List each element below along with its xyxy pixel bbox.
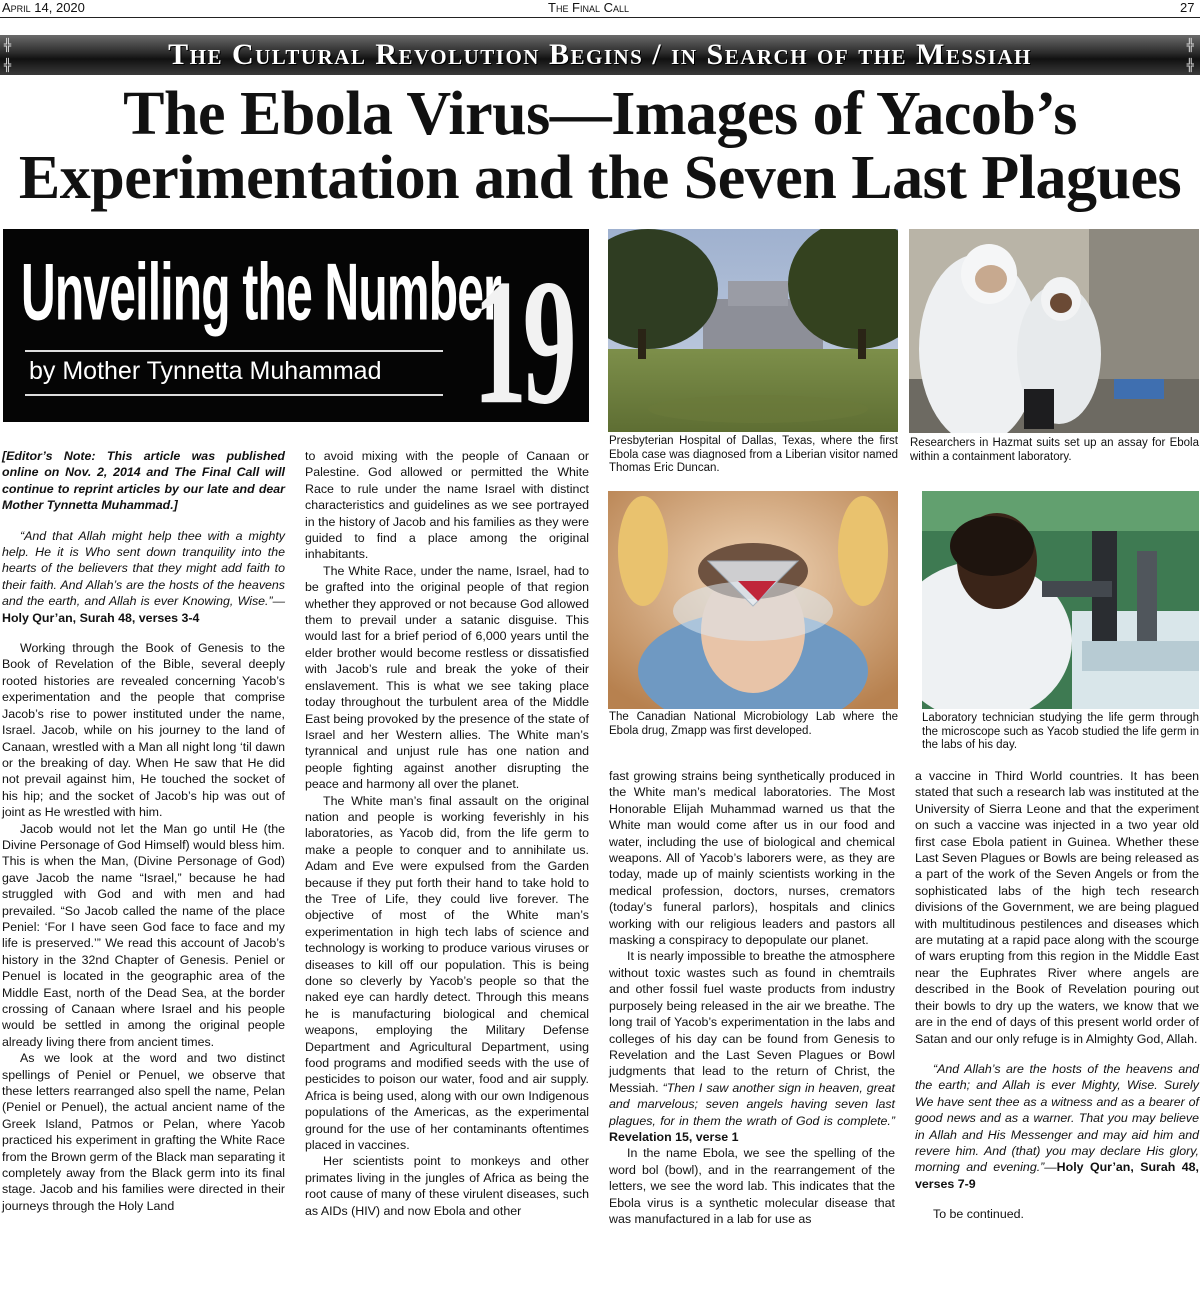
paragraph: Her scientists point to monkeys and other primates living in the jungles of Africa as being the root cause of many of these virulent diseases, such as AIDs (HIV) and now Ebola and other (305, 1154, 589, 1218)
microbiology-lab-photo (608, 491, 898, 709)
column-logo (3, 229, 589, 422)
closing-quote: “And Allah’s are the hosts of the heavens and the earth; and Allah is ever Mighty, Wise. Surely We have sent thee as a witness and as a bearer of good news and as a warner. That you may believe in Allah and His Messenger and may aid him and revere him. And (that) you may declare His glory, morning and evening.”—Holy Qur’an, Surah 48, verses 7-9 (915, 1061, 1199, 1191)
paragraph: Working through the Book of Genesis to the Book of Revelation of the Bible, several deeply rooted histories are revealed concerning Yacob’s experimentation and the people that comprise Jacob’s rise to power instituted under the name, Israel. Jacob, while on his journey to the land of Canaan, wrestled with a Man all night long ‘til dawn or the breaking of day. When He saw that He did not prevail against him, He touched the socket of his hip; and the socket of Jacob’s hip was out of joint as He wrestled with him. (2, 641, 285, 820)
ornament-icon: ╬ (4, 58, 12, 72)
page-number: 27 (1180, 0, 1195, 15)
paragraph-continued: to avoid mixing with the people of Canaan or Palestine. God allowed or permitted the White Race to rule under the name Israel with distinct characteristics and guidelines as we see portrayed in the history of Jacob and his families as they were guided to find a place among the original inhabitants. (305, 449, 589, 562)
microbiology-lab-photo-caption: The Canadian National Microbiology Lab where the Ebola drug, Zmapp was first developed. (609, 711, 898, 737)
paragraph: Jacob would not let the Man go until He (the Divine Personage of God Himself) would bless him. This is when the Man, (Divine Personage of God) gave Jacob the name “Israel,” because he had struggled with God and with men and had prevailed. “So Jacob called the name of the place Peniel: ‘For I have seen God face to face and my life is preserved.’” We read this account of Jacob’s history in the 32nd Chapter of Genesis. Peniel or Penuel is located in the geographic area of the Middle East, north of the Dead Sea, at the border crossing of Canaan where Israel and his people would be settled in among the original people already living there from ancient times. (2, 821, 285, 1049)
paragraph: In the name Ebola, we see the spelling of the word bol (bowl), and in the rearrangement of the letters, we see the word lab. This indicates that the Ebola virus is a synthetic molecular disease that was manufactured in a lab for use as (609, 1146, 895, 1226)
headline-line-2: Experimentation and the Seven Last Plagues (18, 144, 1182, 212)
running-header (0, 0, 1200, 18)
to-be-continued: To be continued. (933, 1207, 1024, 1222)
article-column-1 (2, 448, 285, 1214)
paper-name: The Final Call (548, 0, 630, 15)
microscope-technician-photo-caption: Laboratory technician studying the life germ through the microscope such as Yacob studied the life germ in the labs of his day. (922, 712, 1199, 751)
opening-quote: “And that Allah might help thee with a mighty help. He it is Who sent down tranquility into the hearts of the believers that they might add faith to their faith. And Allah’s are the hosts of the heavens and the earth, and Allah is ever Knowing, Wise.”—Holy Qur’an, Surah 48, verses 3-4 (2, 528, 285, 625)
hazmat-lab-photo (909, 229, 1199, 433)
hospital-photo (608, 229, 898, 432)
ornament-icon: ╬ (4, 38, 12, 52)
editors-note: [Editor’s Note: This article was published online on Nov. 2, 2014 and The Final Call will continue to reprint articles by our late and dear Mother Tynnetta Muhammad.] (2, 449, 285, 513)
divider (25, 394, 443, 396)
paragraph-with-quote: It is nearly impossible to breathe the atmosphere without toxic wastes such as found in chemtrails and other fossil fuel waste products from industry purposely being released in the air we breathe. The long trail of Yacob’s experimentation in the labs and colleges of his day can be found from Genesis to Revelation and the Last Seven Plagues or Bowl judgments that lead to the return of Christ, the Messiah. “Then I saw another sign in heaven, great and marvelous; seven angels having seven last plagues, for in them the wrath of God is complete.” Revelation 15, verse 1 (609, 949, 895, 1144)
headline-line-1: The Ebola Virus—Images of Yacob’s (123, 80, 1077, 148)
paragraph: As we look at the word and two distinct spellings of Peniel or Penuel, we observe that these letters rearranged also spell the name, Pelan (Peniel or Penuel), the actual ancient name of the Greek Island, Patmos or Pelan, where Yacob practiced his experiment in grafting the White Race from the Brown germ of the Black man separating it completely away from the Black germ into its final stage. Jacob and his families were directed in their journeys through the Holy Land (2, 1051, 285, 1213)
section-banner-title: The Cultural Revolution Begins / in Search of the Messiah (168, 38, 1032, 71)
headline (0, 82, 1200, 210)
ornament-icon: ╬ (1186, 58, 1194, 72)
article-column-2 (305, 448, 589, 1219)
paragraph: The White Race, under the name, Israel, had to be grafted into the original people of that region whether they approved or not because God allowed them to prevail under a satanic disguise. This would last for a brief period of 6,000 years until the elder brother would become restless or dissatisfied with Jacob’s rule and break the yoke of their enslavement. This is what we see taking place today throughout the turbulent area of the Middle East being provoked by the presence of the state of Israel and her Western allies. The White man’s tyrannical and unjust rule has one nation and people fighting against another disrupting the peace and harmony all over the planet. (305, 563, 589, 792)
microscope-technician-photo (922, 491, 1199, 709)
issue-date: April 14, 2020 (2, 0, 85, 15)
hazmat-lab-photo-caption: Researchers in Hazmat suits set up an assay for Ebola within a containment laboratory. (910, 437, 1199, 463)
divider (25, 350, 443, 352)
hospital-photo-caption: Presbyterian Hospital of Dallas, Texas, where the first Ebola case was diagnosed from a Liberian visitor named Thomas Eric Duncan. (609, 435, 898, 474)
column-byline: by Mother Tynnetta Muhammad (29, 357, 382, 385)
ornament-icon: ╬ (1186, 38, 1194, 52)
article-column-4 (915, 768, 1199, 1223)
column-title: Unveiling the Number (21, 246, 502, 337)
column-number: 19 (473, 242, 573, 422)
paragraph: The White man’s final assault on the original nation and people is working feverishly in his laboratories, as Yacob did, from the life germ to make a people to conquer and to annihilate us. Adam and Eve were expulsed from the Garden because if they put forth their hand to take hold to the Tree of Life, they could live forever. The objective of most of the White man’s experimentation in high tech labs of science and technology is working to produce various viruses or diseases to kill off our population. This is being done so cleverly by Yacob’s people so that the naked eye can hardly detect. Through this means he is manufacturing biological and chemical weapons, employing the Military Defense Department and Agricultural Department, using food programs and modified seeds with the use of pesticides to poison our water, food and air supply. Africa is being used, along with our own Indigenous populations of the Americas, as the experimental ground for the use of her contaminants oftentimes placed in vaccines. (305, 793, 589, 1153)
paragraph-continued: a vaccine in Third World countries. It has been stated that such a research lab was instituted at the University of Sierra Leone and that the experiment on such a vaccine was injected in a two year old first case Ebola patient in Guinea. Whether these Last Seven Plagues or Bowls are being released as a part of the work of the Seven Angels or from the sophisticated labs of the high tech research divisions of the Government, we are being plagued with multitudinous pestilences and diseases which are mutating at a rapid pace along with the scourge of wars erupting from this region in the Middle East near the Euphrates River where angels are described in the Book of Revelation pouring out their bowls to dry up the waters, we know that we are in the end of days of this present world order of Satan and our only refuge is in Almighty God, Allah. (915, 769, 1199, 1046)
section-banner (0, 35, 1200, 75)
article-column-3 (609, 768, 895, 1227)
paragraph-continued: fast growing strains being synthetically produced in the White man’s medical laboratories. The Most Honorable Elijah Muhammad warned us that the White man would come after us in our food and water, including the use of biological and chemical weapons. All of Yacob’s laborers were, as they are today, made up of mainly scientists working in the medical profession, doctors, nurses, cremators (today’s funeral parlors), hospitals and clinics working with our religious leaders and pastors all masking a conspiracy to depopulate our planet. (609, 769, 895, 948)
